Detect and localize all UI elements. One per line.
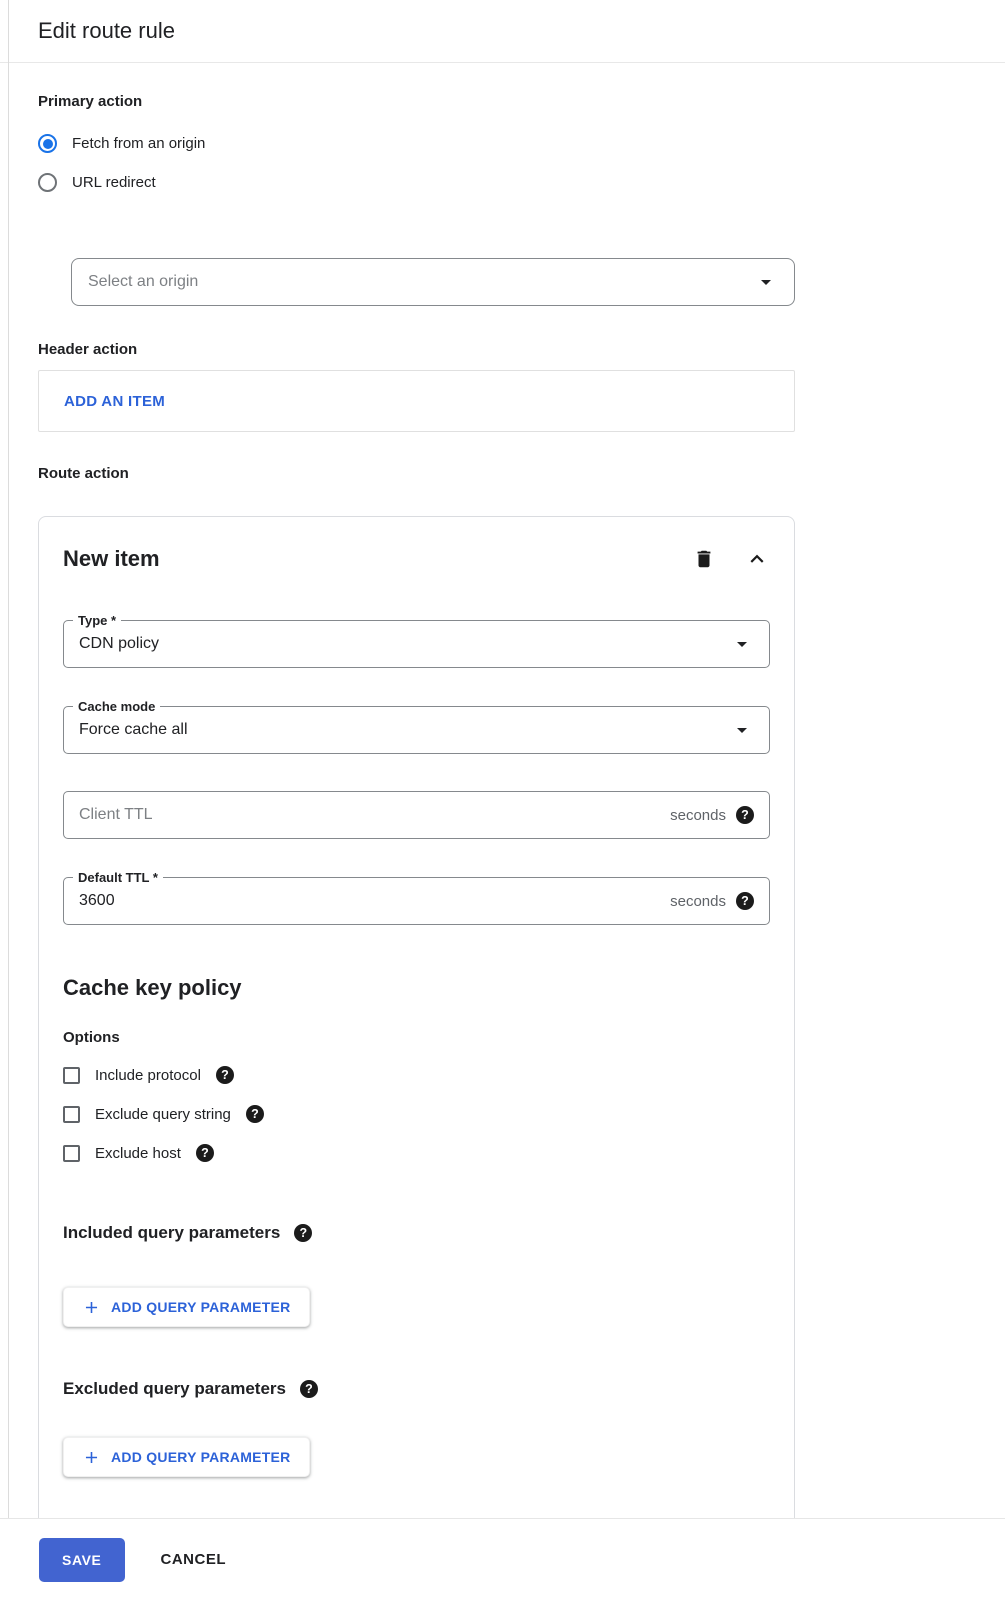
checkbox-label: Exclude query string	[95, 1105, 231, 1123]
header-action-label: Header action	[38, 341, 138, 358]
origin-select-placeholder: Select an origin	[88, 273, 199, 290]
radio-label: URL redirect	[72, 174, 156, 191]
radio-unselected-icon[interactable]	[38, 173, 57, 192]
help-icon[interactable]	[246, 1105, 264, 1123]
checkbox-unchecked-icon[interactable]	[63, 1067, 80, 1084]
cache-mode-label: Cache mode	[73, 698, 160, 715]
save-button[interactable]: SAVE	[39, 1538, 125, 1582]
type-select[interactable]	[63, 613, 770, 668]
client-ttl-suffix: seconds	[670, 806, 726, 824]
route-action-new-item-card	[38, 516, 795, 1518]
default-ttl-input[interactable]	[79, 892, 670, 910]
client-ttl-input[interactable]	[79, 806, 670, 824]
checkbox-unchecked-icon[interactable]	[63, 1106, 80, 1123]
default-ttl-suffix: seconds	[670, 892, 726, 910]
cancel-button[interactable]: CANCEL	[160, 1551, 226, 1568]
dialog-footer	[0, 1518, 1005, 1600]
plus-icon	[82, 1448, 101, 1467]
new-item-header	[63, 544, 770, 574]
page-title: Edit route rule	[38, 18, 175, 43]
add-excluded-query-parameter-button[interactable]	[63, 1437, 310, 1477]
radio-fetch-from-origin[interactable]	[38, 124, 1005, 163]
checkbox-exclude-host[interactable]	[63, 1141, 770, 1165]
excluded-query-parameters-header	[63, 1379, 770, 1399]
options-label: Options	[63, 1029, 120, 1046]
cache-key-options-group	[63, 1063, 770, 1165]
included-query-parameters-title: Included query parameters	[63, 1223, 281, 1242]
help-icon[interactable]	[294, 1224, 312, 1242]
help-icon[interactable]	[216, 1066, 234, 1084]
panel-edge-divider	[8, 0, 9, 1600]
help-icon[interactable]	[196, 1144, 214, 1162]
add-query-parameter-label: ADD QUERY PARAMETER	[111, 1449, 291, 1465]
default-ttl-field	[63, 870, 770, 925]
primary-action-label: Primary action	[38, 93, 143, 110]
help-icon[interactable]	[736, 892, 754, 910]
delete-item-button[interactable]	[693, 548, 715, 570]
new-item-title: New item	[63, 546, 160, 571]
dialog-body	[0, 64, 1005, 1518]
chevron-up-icon	[744, 546, 770, 572]
header-action-items-box	[38, 370, 795, 432]
client-ttl-field	[63, 791, 770, 839]
collapse-item-button[interactable]	[744, 546, 770, 572]
primary-action-radio-group	[38, 124, 1005, 202]
checkbox-unchecked-icon[interactable]	[63, 1145, 80, 1162]
help-icon[interactable]	[300, 1380, 318, 1398]
radio-url-redirect[interactable]	[38, 163, 1005, 202]
add-included-query-parameter-button[interactable]	[63, 1287, 310, 1327]
default-ttl-label: Default TTL *	[73, 869, 163, 886]
radio-label: Fetch from an origin	[72, 135, 206, 152]
cache-mode-select[interactable]	[63, 699, 770, 754]
add-an-item-button[interactable]: ADD AN ITEM	[64, 392, 166, 410]
dialog-header	[0, 0, 1005, 63]
included-query-parameters-header	[63, 1223, 770, 1243]
checkbox-label: Include protocol	[95, 1066, 201, 1084]
help-icon[interactable]	[736, 806, 754, 824]
route-action-label: Route action	[38, 465, 129, 482]
chevron-down-icon	[754, 270, 778, 294]
excluded-query-parameters-title: Excluded query parameters	[63, 1379, 286, 1398]
add-query-parameter-label: ADD QUERY PARAMETER	[111, 1299, 291, 1315]
cache-mode-value: Force cache all	[79, 721, 188, 738]
chevron-down-icon	[730, 718, 754, 742]
checkbox-label: Exclude host	[95, 1144, 181, 1162]
checkbox-include-protocol[interactable]	[63, 1063, 770, 1087]
chevron-down-icon	[730, 632, 754, 656]
cache-key-policy-title: Cache key policy	[63, 975, 242, 1000]
plus-icon	[82, 1298, 101, 1317]
radio-selected-icon[interactable]	[38, 134, 57, 153]
type-select-value: CDN policy	[79, 635, 160, 652]
type-select-label: Type *	[73, 612, 121, 629]
trash-icon	[693, 548, 715, 570]
origin-select[interactable]	[71, 258, 795, 306]
checkbox-exclude-query-string[interactable]	[63, 1102, 770, 1126]
